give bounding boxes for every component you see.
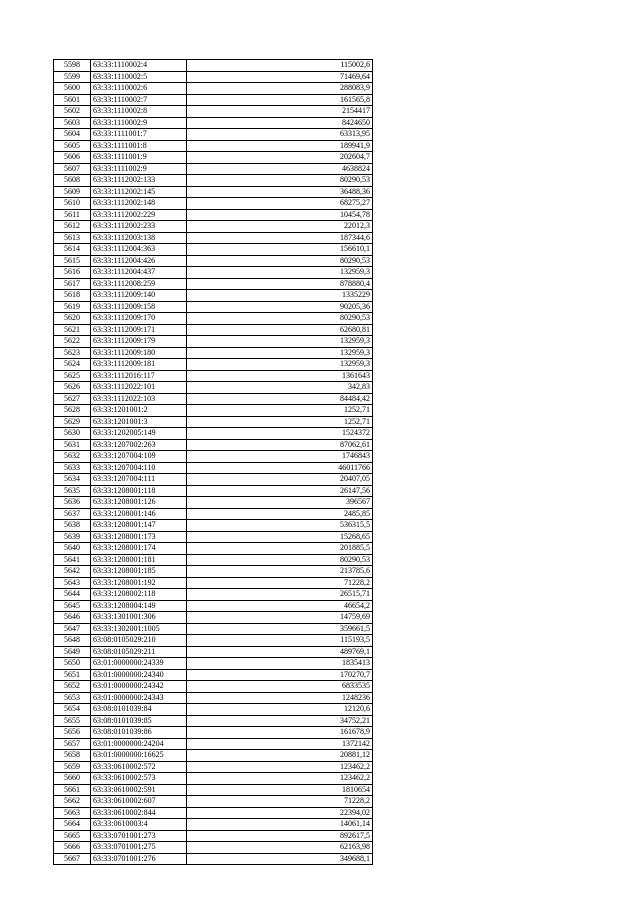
value-cell: 161565,8 (187, 94, 373, 106)
table-row (54, 336, 373, 348)
table-row (54, 520, 373, 532)
table-row (54, 727, 373, 739)
row-number-cell: 5638 (54, 520, 91, 532)
value-cell: 2485,85 (187, 508, 373, 520)
value-cell: 4638824 (187, 163, 373, 175)
value-cell: 132959,3 (187, 347, 373, 359)
table-row (54, 589, 373, 601)
cadastral-number-cell: 63:33:1112002:145 (91, 186, 187, 198)
value-cell: 132959,3 (187, 267, 373, 279)
table-row (54, 290, 373, 302)
row-number-cell: 5645 (54, 600, 91, 612)
value-cell: 1252,71 (187, 405, 373, 417)
value-cell: 22012,3 (187, 221, 373, 233)
table-row (54, 566, 373, 578)
table-row (54, 508, 373, 520)
cadastral-number-cell: 63:33:1111001:7 (91, 129, 187, 141)
row-number-cell: 5618 (54, 290, 91, 302)
table-row (54, 324, 373, 336)
cadastral-number-cell: 63:33:1112004:437 (91, 267, 187, 279)
value-cell: 71228,2 (187, 796, 373, 808)
row-number-cell: 5619 (54, 301, 91, 313)
table-row (54, 577, 373, 589)
table-row (54, 807, 373, 819)
cadastral-number-cell: 63:08:0101039:84 (91, 704, 187, 716)
value-cell: 187344,6 (187, 232, 373, 244)
table-row (54, 819, 373, 831)
cadastral-number-cell: 63:33:1208001:192 (91, 577, 187, 589)
row-number-cell: 5632 (54, 451, 91, 463)
row-number-cell: 5633 (54, 462, 91, 474)
value-cell: 80290,53 (187, 554, 373, 566)
row-number-cell: 5629 (54, 416, 91, 428)
value-cell: 87062,61 (187, 439, 373, 451)
value-cell: 80290,53 (187, 255, 373, 267)
row-number-cell: 5659 (54, 761, 91, 773)
cadastral-number-cell: 63:01:0000000:16625 (91, 750, 187, 762)
table-row (54, 359, 373, 371)
value-cell: 170270,7 (187, 669, 373, 681)
value-cell: 288083,9 (187, 83, 373, 95)
row-number-cell: 5606 (54, 152, 91, 164)
row-number-cell: 5658 (54, 750, 91, 762)
table-row (54, 198, 373, 210)
table-row (54, 692, 373, 704)
row-number-cell: 5655 (54, 715, 91, 727)
row-number-cell: 5664 (54, 819, 91, 831)
row-number-cell: 5640 (54, 543, 91, 555)
value-cell: 1335229 (187, 290, 373, 302)
cadastral-number-cell: 63:33:1112022:101 (91, 382, 187, 394)
row-number-cell: 5656 (54, 727, 91, 739)
value-cell: 123462,2 (187, 773, 373, 785)
row-number-cell: 5605 (54, 140, 91, 152)
row-number-cell: 5609 (54, 186, 91, 198)
row-number-cell: 5611 (54, 209, 91, 221)
row-number-cell: 5661 (54, 784, 91, 796)
cadastral-number-cell: 63:33:1111001:8 (91, 140, 187, 152)
row-number-cell: 5598 (54, 60, 91, 72)
cadastral-number-cell: 63:33:1208001:181 (91, 554, 187, 566)
cadastral-number-cell: 63:33:1112022:103 (91, 393, 187, 405)
table-row (54, 612, 373, 624)
value-cell: 46011766 (187, 462, 373, 474)
row-number-cell: 5620 (54, 313, 91, 325)
table-row (54, 163, 373, 175)
cadastral-number-cell: 63:33:0610002:573 (91, 773, 187, 785)
cadastral-number-cell: 63:01:0000000:24204 (91, 738, 187, 750)
table-row (54, 853, 373, 865)
table-row (54, 255, 373, 267)
table-row (54, 370, 373, 382)
cadastral-number-cell: 63:33:1207004:111 (91, 474, 187, 486)
value-cell: 892617,5 (187, 830, 373, 842)
cadastral-number-cell: 63:33:1208004:149 (91, 600, 187, 612)
table-row (54, 140, 373, 152)
cadastral-number-cell: 63:33:1111001:9 (91, 152, 187, 164)
table-row (54, 658, 373, 670)
value-cell: 71469,64 (187, 71, 373, 83)
value-cell: 1248236 (187, 692, 373, 704)
row-number-cell: 5624 (54, 359, 91, 371)
row-number-cell: 5627 (54, 393, 91, 405)
table-row (54, 83, 373, 95)
cadastral-number-cell: 63:08:0101039:86 (91, 727, 187, 739)
row-number-cell: 5617 (54, 278, 91, 290)
value-cell: 156610,1 (187, 244, 373, 256)
table-row (54, 738, 373, 750)
cadastral-number-cell: 63:08:0101039:85 (91, 715, 187, 727)
cadastral-number-cell: 63:33:1301001:306 (91, 612, 187, 624)
table-row (54, 796, 373, 808)
row-number-cell: 5650 (54, 658, 91, 670)
row-number-cell: 5657 (54, 738, 91, 750)
value-cell: 10454,78 (187, 209, 373, 221)
row-number-cell: 5652 (54, 681, 91, 693)
row-number-cell: 5647 (54, 623, 91, 635)
cadastral-number-cell: 63:01:0000000:24339 (91, 658, 187, 670)
value-cell: 22394,02 (187, 807, 373, 819)
table-row (54, 382, 373, 394)
table-row (54, 773, 373, 785)
cadastral-number-cell: 63:33:1110002:7 (91, 94, 187, 106)
table-row (54, 669, 373, 681)
row-number-cell: 5666 (54, 842, 91, 854)
row-number-cell: 5648 (54, 635, 91, 647)
row-number-cell: 5610 (54, 198, 91, 210)
table-row (54, 129, 373, 141)
cadastral-number-cell: 63:01:0000000:24340 (91, 669, 187, 681)
value-cell: 123462,2 (187, 761, 373, 773)
cadastral-number-cell: 63:33:1112009:171 (91, 324, 187, 336)
row-number-cell: 5607 (54, 163, 91, 175)
table-row (54, 704, 373, 716)
table-row (54, 117, 373, 129)
cadastral-number-cell: 63:33:1112009:180 (91, 347, 187, 359)
table-row (54, 681, 373, 693)
cadastral-number-cell: 63:33:0610003:4 (91, 819, 187, 831)
row-number-cell: 5636 (54, 497, 91, 509)
cadastral-number-cell: 63:33:1208001:147 (91, 520, 187, 532)
table-row (54, 244, 373, 256)
row-number-cell: 5628 (54, 405, 91, 417)
value-cell: 14061,14 (187, 819, 373, 831)
value-cell: 80290,53 (187, 313, 373, 325)
row-number-cell: 5662 (54, 796, 91, 808)
value-cell: 62680,81 (187, 324, 373, 336)
row-number-cell: 5622 (54, 336, 91, 348)
cadastral-number-cell: 63:33:1111002:9 (91, 163, 187, 175)
cadastral-number-cell: 63:33:1112008:259 (91, 278, 187, 290)
value-cell: 396567 (187, 497, 373, 509)
cadastral-number-cell: 63:08:0105029:210 (91, 635, 187, 647)
value-cell: 68275,27 (187, 198, 373, 210)
row-number-cell: 5649 (54, 646, 91, 658)
table-row (54, 94, 373, 106)
cadastral-number-cell: 63:33:1112009:158 (91, 301, 187, 313)
cadastral-number-cell: 63:33:1112002:233 (91, 221, 187, 233)
cadastral-number-cell: 63:33:1208001:118 (91, 485, 187, 497)
value-cell: 15268,65 (187, 531, 373, 543)
row-number-cell: 5603 (54, 117, 91, 129)
value-cell: 115002,6 (187, 60, 373, 72)
value-cell: 2154417 (187, 106, 373, 118)
cadastral-number-cell: 63:33:1112016:117 (91, 370, 187, 382)
row-number-cell: 5641 (54, 554, 91, 566)
cadastral-number-cell: 63:33:1208001:126 (91, 497, 187, 509)
cadastral-number-cell: 63:33:0610002:607 (91, 796, 187, 808)
row-number-cell: 5637 (54, 508, 91, 520)
table-row (54, 451, 373, 463)
table-row (54, 531, 373, 543)
table-row (54, 152, 373, 164)
cadastral-number-cell: 63:08:0105029:211 (91, 646, 187, 658)
cadastral-number-cell: 63:33:1112002:133 (91, 175, 187, 187)
cadastral-number-cell: 63:33:1201001:2 (91, 405, 187, 417)
row-number-cell: 5660 (54, 773, 91, 785)
cadastral-number-cell: 63:01:0000000:24343 (91, 692, 187, 704)
value-cell: 1524372 (187, 428, 373, 440)
value-cell: 349688,1 (187, 853, 373, 865)
cadastral-number-cell: 63:33:1208001:173 (91, 531, 187, 543)
row-number-cell: 5643 (54, 577, 91, 589)
table-row (54, 543, 373, 555)
row-number-cell: 5621 (54, 324, 91, 336)
cadastral-number-cell: 63:33:1208001:185 (91, 566, 187, 578)
cadastral-number-cell: 63:33:0701001:273 (91, 830, 187, 842)
cadastral-number-cell: 63:33:1110002:5 (91, 71, 187, 83)
value-cell: 46654,2 (187, 600, 373, 612)
cadastral-number-cell: 63:33:1112009:181 (91, 359, 187, 371)
cadastral-number-cell: 63:33:0610002:591 (91, 784, 187, 796)
value-cell: 1746843 (187, 451, 373, 463)
table-row (54, 554, 373, 566)
row-number-cell: 5604 (54, 129, 91, 141)
row-number-cell: 5639 (54, 531, 91, 543)
cadastral-number-cell: 63:33:0701001:275 (91, 842, 187, 854)
cadastral-number-cell: 63:33:1110002:8 (91, 106, 187, 118)
table-row (54, 393, 373, 405)
table-row (54, 186, 373, 198)
cadastral-number-cell: 63:33:1112009:179 (91, 336, 187, 348)
cadastral-number-cell: 63:33:1207002:263 (91, 439, 187, 451)
cadastral-number-cell: 63:33:1110002:6 (91, 83, 187, 95)
row-number-cell: 5612 (54, 221, 91, 233)
table-row (54, 313, 373, 325)
row-number-cell: 5635 (54, 485, 91, 497)
row-number-cell: 5608 (54, 175, 91, 187)
value-cell: 80290,53 (187, 175, 373, 187)
value-cell: 342,83 (187, 382, 373, 394)
value-cell: 62163,98 (187, 842, 373, 854)
value-cell: 132959,3 (187, 359, 373, 371)
value-cell: 6833535 (187, 681, 373, 693)
cadastral-number-cell: 63:33:1112009:170 (91, 313, 187, 325)
row-number-cell: 5644 (54, 589, 91, 601)
cadastral-number-cell: 63:33:1208001:174 (91, 543, 187, 555)
row-number-cell: 5630 (54, 428, 91, 440)
table-row (54, 71, 373, 83)
row-number-cell: 5616 (54, 267, 91, 279)
value-cell: 1372142 (187, 738, 373, 750)
value-cell: 201885,5 (187, 543, 373, 555)
table-body (54, 60, 373, 865)
table-row (54, 439, 373, 451)
cadastral-number-cell: 63:33:1112004:426 (91, 255, 187, 267)
cadastral-number-cell: 63:33:1207004:109 (91, 451, 187, 463)
value-cell: 90205,36 (187, 301, 373, 313)
value-cell: 1252,71 (187, 416, 373, 428)
value-cell: 26515,71 (187, 589, 373, 601)
table-row (54, 715, 373, 727)
value-cell: 189941,9 (187, 140, 373, 152)
value-cell: 8424650 (187, 117, 373, 129)
row-number-cell: 5654 (54, 704, 91, 716)
data-table (53, 59, 373, 865)
table-row (54, 761, 373, 773)
table-row (54, 175, 373, 187)
table-row (54, 221, 373, 233)
cadastral-number-cell: 63:33:1110002:9 (91, 117, 187, 129)
table-row (54, 784, 373, 796)
cadastral-number-cell: 63:33:1208002:118 (91, 589, 187, 601)
cadastral-number-cell: 63:33:1201001:3 (91, 416, 187, 428)
row-number-cell: 5665 (54, 830, 91, 842)
row-number-cell: 5613 (54, 232, 91, 244)
table-row (54, 106, 373, 118)
table-row (54, 623, 373, 635)
cadastral-number-cell: 63:33:1112003:138 (91, 232, 187, 244)
cadastral-number-cell: 63:33:1112004:363 (91, 244, 187, 256)
value-cell: 213785,6 (187, 566, 373, 578)
cadastral-number-cell: 63:33:1207004:110 (91, 462, 187, 474)
value-cell: 1810654 (187, 784, 373, 796)
table-row (54, 646, 373, 658)
table-row (54, 301, 373, 313)
table-row (54, 60, 373, 72)
row-number-cell: 5634 (54, 474, 91, 486)
row-number-cell: 5602 (54, 106, 91, 118)
table-row (54, 635, 373, 647)
row-number-cell: 5601 (54, 94, 91, 106)
value-cell: 20881,12 (187, 750, 373, 762)
table-row (54, 842, 373, 854)
value-cell: 132959,3 (187, 336, 373, 348)
cadastral-number-cell: 63:33:1302001:1005 (91, 623, 187, 635)
value-cell: 878880,4 (187, 278, 373, 290)
value-cell: 26147,56 (187, 485, 373, 497)
table-row (54, 416, 373, 428)
value-cell: 1835413 (187, 658, 373, 670)
value-cell: 536315,5 (187, 520, 373, 532)
value-cell: 489769,1 (187, 646, 373, 658)
value-cell: 202604,7 (187, 152, 373, 164)
value-cell: 63313,95 (187, 129, 373, 141)
table-row (54, 278, 373, 290)
row-number-cell: 5667 (54, 853, 91, 865)
table-row (54, 405, 373, 417)
cadastral-number-cell: 63:33:1208001:146 (91, 508, 187, 520)
cadastral-number-cell: 63:33:1112002:229 (91, 209, 187, 221)
table-row (54, 830, 373, 842)
cadastral-number-cell: 63:33:1110002:4 (91, 60, 187, 72)
cadastral-number-cell: 63:33:1112002:148 (91, 198, 187, 210)
row-number-cell: 5653 (54, 692, 91, 704)
table-row (54, 428, 373, 440)
table-row (54, 600, 373, 612)
value-cell: 84484,42 (187, 393, 373, 405)
table-row (54, 209, 373, 221)
table-row (54, 267, 373, 279)
row-number-cell: 5626 (54, 382, 91, 394)
value-cell: 359661,5 (187, 623, 373, 635)
value-cell: 20407,05 (187, 474, 373, 486)
value-cell: 115193,5 (187, 635, 373, 647)
value-cell: 12120,6 (187, 704, 373, 716)
row-number-cell: 5625 (54, 370, 91, 382)
row-number-cell: 5615 (54, 255, 91, 267)
table-row (54, 347, 373, 359)
table-row (54, 750, 373, 762)
row-number-cell: 5651 (54, 669, 91, 681)
row-number-cell: 5599 (54, 71, 91, 83)
row-number-cell: 5614 (54, 244, 91, 256)
cadastral-number-cell: 63:01:0000000:24342 (91, 681, 187, 693)
cadastral-number-cell: 63:33:1112009:140 (91, 290, 187, 302)
row-number-cell: 5642 (54, 566, 91, 578)
row-number-cell: 5600 (54, 83, 91, 95)
table-row (54, 232, 373, 244)
table-row (54, 497, 373, 509)
cadastral-number-cell: 63:33:1202005:149 (91, 428, 187, 440)
value-cell: 34752,21 (187, 715, 373, 727)
row-number-cell: 5663 (54, 807, 91, 819)
cadastral-number-cell: 63:33:0701001:276 (91, 853, 187, 865)
cadastral-number-cell: 63:33:0610002:572 (91, 761, 187, 773)
table-row (54, 485, 373, 497)
value-cell: 36488,36 (187, 186, 373, 198)
row-number-cell: 5631 (54, 439, 91, 451)
value-cell: 1361643 (187, 370, 373, 382)
value-cell: 71228,2 (187, 577, 373, 589)
value-cell: 14759,69 (187, 612, 373, 624)
value-cell: 161678,9 (187, 727, 373, 739)
row-number-cell: 5623 (54, 347, 91, 359)
cadastral-number-cell: 63:33:0610002:844 (91, 807, 187, 819)
row-number-cell: 5646 (54, 612, 91, 624)
table-row (54, 462, 373, 474)
table-row (54, 474, 373, 486)
spreadsheet-page (53, 59, 373, 865)
